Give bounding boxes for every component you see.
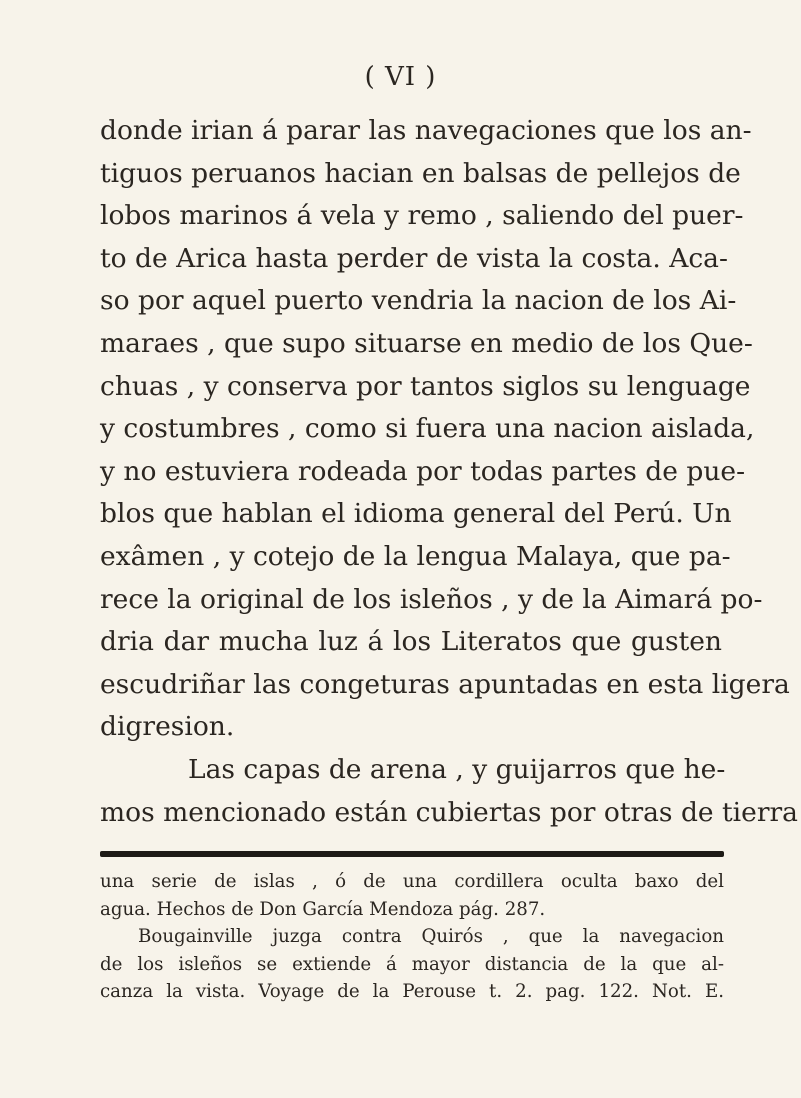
page-number: ( VI ) — [364, 62, 437, 92]
footnote-line: canza la vista. Voyage de la Perouse t. 2. pag. 122. Not. E. — [100, 981, 724, 1002]
paragraph-start-line: Las capas de arena , y guijarros que he- — [188, 753, 726, 785]
text-line: dria dar mucha luz á los Literatos que gusten — [100, 626, 722, 658]
text-line: exâmen , y cotejo de la lengua Malaya, que pa- — [100, 540, 731, 572]
footnote-line: de los isleños se extiende á mayor distancia de la que al- — [100, 953, 724, 975]
text-line: to de Arica hasta perder de vista la costa. Aca- — [100, 242, 728, 274]
text-line: chuas , y conserva por tantos siglos su lenguage — [100, 370, 751, 402]
text-line: donde irian á parar las navegaciones que los an- — [100, 115, 752, 146]
text-line: tiguos peruanos hacian en balsas de pellejos de — [100, 157, 741, 189]
footnote-line: agua. Hechos de Don García Mendoza pág. 287. — [100, 898, 546, 920]
footnote-block — [100, 868, 724, 1006]
main-text-block — [100, 110, 798, 834]
text-line: digresion. — [100, 711, 235, 743]
text-line: rece la original de los isleños , y de la Aimará po- — [100, 583, 763, 615]
text-line: lobos marinos á vela y remo , saliendo del puer- — [100, 200, 744, 232]
text-line: so por aquel puerto vendria la nacion de los Ai- — [100, 285, 737, 317]
footnote-line: una serie de islas , ó de una cordillera oculta baxo del — [100, 871, 724, 892]
text-line: y costumbres , como si fuera una nacion aislada, — [100, 413, 755, 445]
text-line: escudriñar las congeturas apuntadas en esta ligera — [100, 668, 790, 700]
footnote-divider — [100, 851, 724, 857]
footnote-line: Bougainville juzga contra Quirós , que la navegacion — [138, 926, 724, 947]
text-line: blos que hablan el idioma general del Perú. Un — [100, 498, 732, 530]
text-line: y no estuviera rodeada por todas partes de pue- — [100, 455, 746, 487]
text-line: mos mencionado están cubiertas por otras de tierra — [100, 796, 798, 828]
text-line: maraes , que supo situarse en medio de los Que- — [100, 327, 753, 359]
